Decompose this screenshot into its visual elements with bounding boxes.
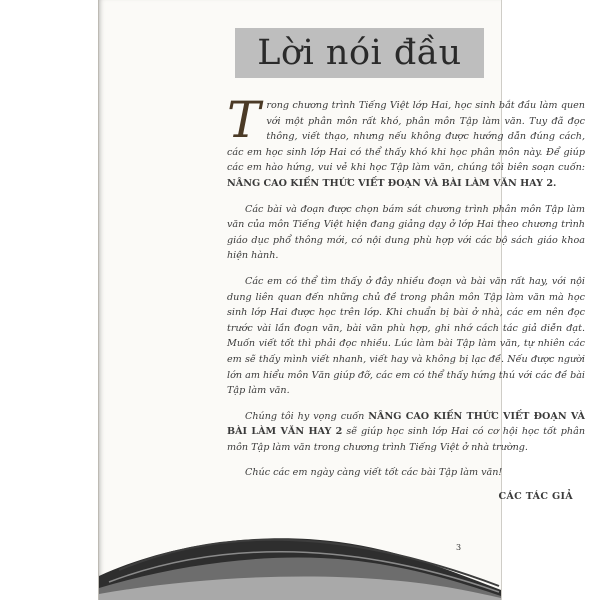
paragraph-2: Các bài và đoạn được chọn bám sát chương trình phân môn Tập làm văn của môn Tiếng Việt hiện đang giảng dạy ở lớp Hai theo chương trình giáo dục phổ thông mới, có nội dung phù hợp với các bộ sách giáo khoa hiện hành. — [227, 203, 585, 262]
paragraph-4-lead: Chúng tôi hy vọng cuốn — [245, 410, 369, 422]
page-title: Lời nói đầu — [257, 32, 462, 73]
book-title-1: NÂNG CAO KIẾN THỨC VIẾT ĐOẠN VÀ BÀI LÀM VĂN HAY 2. — [227, 177, 557, 189]
closing-wish: Chúc các em ngày càng viết tốt các bài Tập làm văn! — [245, 467, 503, 479]
paragraph-1 — [227, 91, 585, 192]
title-banner — [235, 28, 484, 78]
decorative-swoosh — [99, 490, 501, 600]
paragraph-4-tail: sẽ giúp học sinh lớp Hai có cơ hội học tốt phân môn Tập làm văn trong chương trình Tiếng Việt ở nhà trường. — [227, 426, 586, 453]
paragraph-3: Các em có thể tìm thấy ở đây nhiều đoạn và bài văn rất hay, với nội dung liên quan đến những chủ đề trong phân môn Tập làm văn mà học sinh lớp Hai được học trên lớp. Khi chuẩn bị bài ở nhà, các em nên đọc trước vài lần đoạn văn, bài văn phù hợp, ghi nhớ cách tác giả diễn đạt. Muốn viết tốt thì phải đọc nhiều. Lúc làm bài Tập làm văn, tự nhiên các em sẽ thấy mình viết nhanh, viết hay và không bị lạc đề. Nếu được người lớn am hiểu môn Văn giúp đỡ, các em có thể thấy hứng thú với các đề bài Tập làm văn. — [227, 275, 585, 397]
preface-body — [227, 91, 586, 505]
book-title-2: NÂNG CAO KIẾN THỨC VIẾT ĐOẠN VÀ BÀI LÀM VĂN HAY 2 — [227, 410, 585, 438]
drop-cap: T — [227, 91, 261, 149]
paragraph-4 — [227, 409, 585, 456]
authors-signature: CÁC TÁC GIẢ — [498, 491, 573, 503]
paragraph-1-text: rong chương trình Tiếng Việt lớp Hai, học sinh bắt đầu làm quen với một phân môn rất khó, phân môn Tập làm văn. Tuy đã đọc thông, viết thạo, nhưng nếu không được hướng dẫn đúng cách, các em học sinh lớp Hai có thể thấy khó khi học phân môn này. Để giúp các em hào hứng, vui vẻ khi học Tập làm văn, chúng tôi biên soạn cuốn: — [227, 100, 585, 174]
page-number: 3 — [456, 543, 462, 552]
book-page — [98, 0, 586, 600]
